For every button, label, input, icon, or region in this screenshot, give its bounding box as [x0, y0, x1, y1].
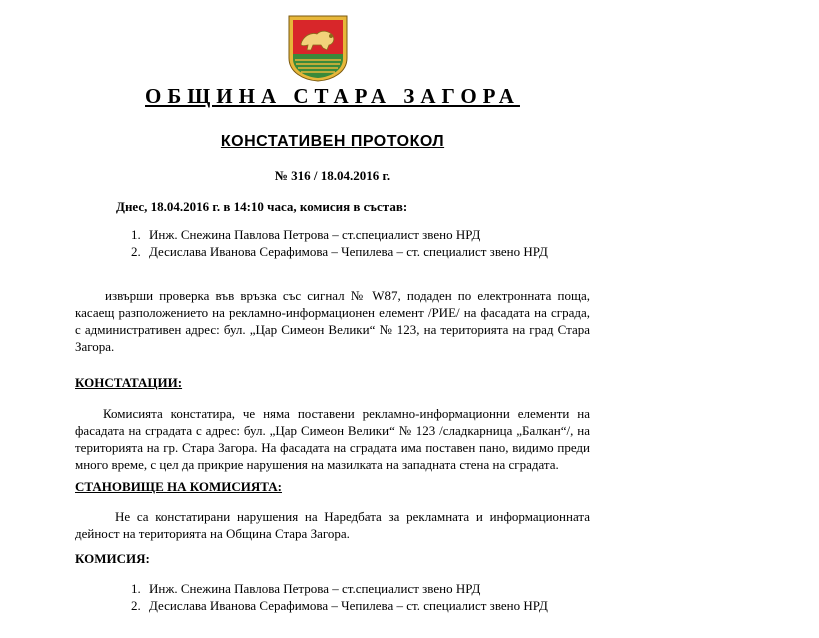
list-item: 1. Инж. Снежина Павлова Петрова – ст.специалист звено НРД [131, 227, 481, 242]
findings-heading: КОНСТАТАЦИИ: [75, 375, 183, 390]
commission-list [131, 226, 548, 260]
coat-of-arms-icon [287, 14, 349, 82]
findings-paragraph: Комисията констатира, че няма поставени рекламно-информационни елементи на фасадата на сградата с адрес: бул. „Цар Симеон Велики“ № 123 /сладкарница „Балкан“/, на територията на гр. Стара Загора. На фасадата на сградата има поставен пано, видимо преди много време, с цел да прикрие нарушения на мазилката на западната стена на сградата. [75, 406, 590, 472]
opinion-heading: СТАНОВИЩЕ НА КОМИСИЯТА: [75, 479, 282, 494]
signatures-heading: КОМИСИЯ: [75, 551, 150, 566]
list-item: 1. Инж. Снежина Павлова Петрова – ст.специалист звено НРД [131, 581, 481, 596]
check-paragraph: извърши проверка във връзка със сигнал № W87, подаден по електронната поща, касаещ разположението на рекламно-информационен елемент /РИЕ/ на фасадата на сграда, с административен адрес: бул. „Цар Симеон Велики“ № 123, на територията на град Стара Загора. [75, 288, 590, 354]
municipality-name: ОБЩИНА СТАРА ЗАГОРА [145, 84, 520, 108]
list-item: 2. Десислава Иванова Серафимова – Чепилева – ст. специалист звено НРД [131, 244, 548, 259]
document-number: № 316 / 18.04.2016 г. [274, 168, 391, 183]
signature-list [131, 580, 548, 614]
opinion-paragraph: Не са констатирани нарушения на Наредбата за рекламната и информационната дейност на територията на Община Стара Загора. [75, 509, 590, 541]
date-time-line: Днес, 18.04.2016 г. в 14:10 часа, комисия в състав: [116, 199, 408, 214]
document-title: КОНСТАТИВЕН ПРОТОКОЛ [220, 133, 445, 150]
list-item: 2. Десислава Иванова Серафимова – Чепилева – ст. специалист звено НРД [131, 598, 548, 613]
